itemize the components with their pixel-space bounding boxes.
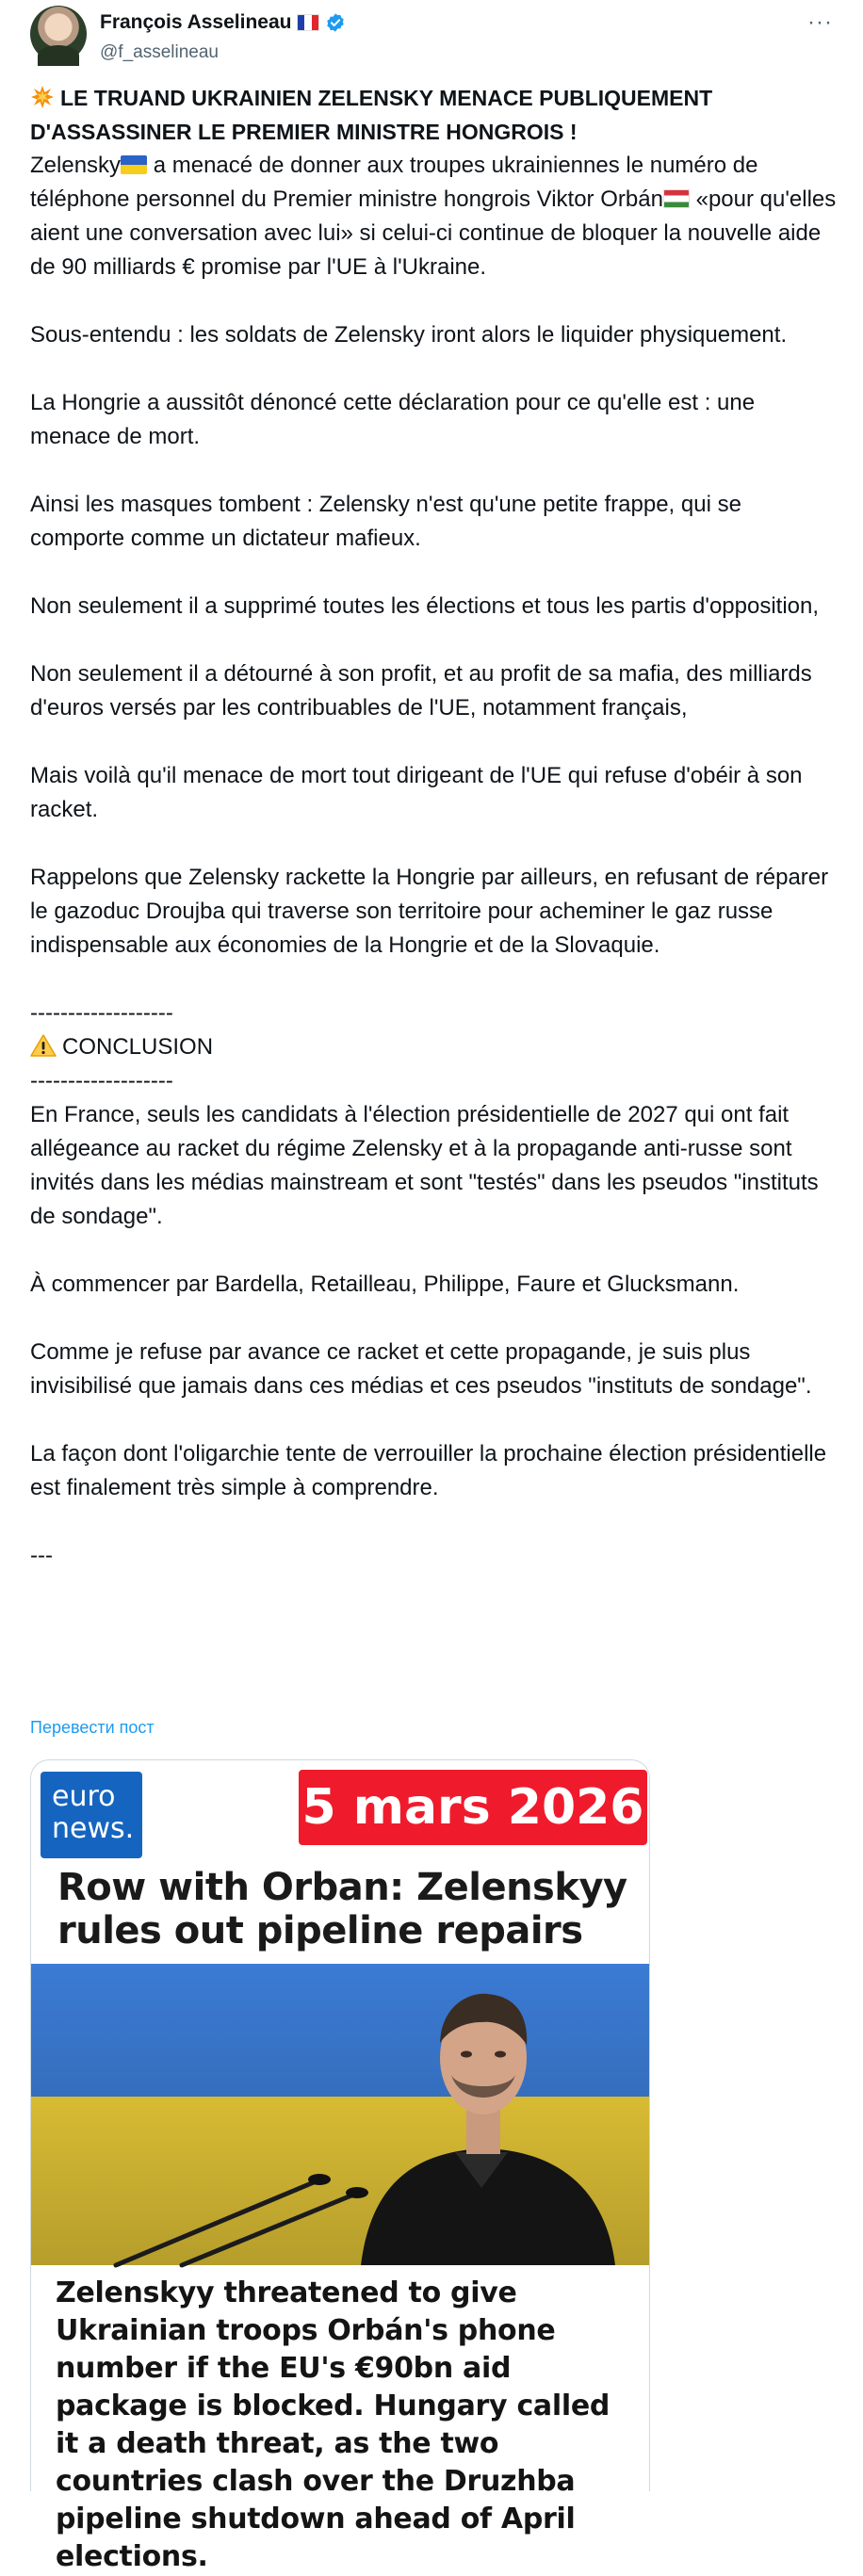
card-caption: Zelenskyy threatened to give Ukrainian troops Orbán's phone number if the EU's €90bn aid package is blocked. Hungary called it a death threat, as the two countries clash over the Druzhba pipeline shutdown ahead of April elections. xyxy=(56,2276,611,2573)
paragraph-4: Ainsi les masques tombent : Zelensky n'est qu'une petite frappe, qui se comporte comme un dictateur mafieux. xyxy=(30,492,748,551)
euronews-logo xyxy=(41,1772,142,1858)
person-at-microphone-illustration xyxy=(31,1964,649,2265)
paragraph-3: La Hongrie a aussitôt dénoncé cette déclaration pour ce qu'elle est : une menace de mort. xyxy=(30,390,761,449)
paragraph-10: À commencer par Bardella, Retailleau, Philippe, Faure et Glucksmann. xyxy=(30,1272,740,1297)
translate-post-link[interactable]: Перевести пост xyxy=(30,1718,155,1737)
paragraph-5: Non seulement il a supprimé toutes les élections et tous les partis d'opposition, xyxy=(30,593,820,619)
paragraph-11: Comme je refuse par avance ce racket et cette propagande, je suis plus invisibilisé que jamais dans ces médias et ces pseudos "instituts de sondage". xyxy=(30,1339,812,1399)
author-handle[interactable]: @f_asselineau xyxy=(100,42,219,62)
tweet-headline xyxy=(30,81,840,149)
verified-badge-icon xyxy=(325,12,346,33)
collision-emoji-icon xyxy=(30,85,55,109)
card-photo xyxy=(31,1964,649,2265)
card-headline: Row with Orban: Zelenskyy rules out pipeline repairs xyxy=(57,1866,627,1952)
author-display-name[interactable]: François Asselineau xyxy=(100,11,292,33)
warning-emoji-icon xyxy=(30,1033,57,1058)
hungary-flag-icon xyxy=(663,189,690,208)
paragraph-12: La façon dont l'oligarchie tente de verrouiller la prochaine élection présidentielle est finalement très simple à comprendre. xyxy=(30,1441,833,1500)
paragraph-8: Rappelons que Zelensky rackette la Hongrie par ailleurs, en refusant de réparer le gazoduc Droujba qui traverse son territoire pour acheminer le gaz russe indispensable aux économies de la Hongrie et de la Slovaquie. xyxy=(30,865,835,958)
paragraph-7: Mais voilà qu'il menace de mort tout dirigeant de l'UE qui refuse d'obéir à son racket. xyxy=(30,763,809,822)
end-mark: --- xyxy=(30,1543,53,1568)
paragraph-1-a: Zelensky xyxy=(30,153,122,178)
paragraph-1 xyxy=(30,149,840,284)
avatar[interactable] xyxy=(30,6,87,62)
paragraph-9: En France, seuls les candidats à l'élection présidentielle de 2027 qui ont fait allégeance au racket du régime Zelensky et à la propagande anti-russe sont invités dans les médias mainstream et sont "testés" dans les pseudos "instituts de sondage". xyxy=(30,1102,825,1229)
france-flag-icon xyxy=(297,14,319,31)
paragraph-1-c: «pour qu'elles aient une conversation avec lui» si celui-ci continue de bloquer la nouvelle aide de 90 milliards € promise par l'UE à l'Ukraine. xyxy=(30,186,842,280)
author-name-row[interactable] xyxy=(100,9,346,36)
paragraph-1-b: a menacé de donner aux troupes ukrainiennes le numéro de téléphone personnel du Premier ministre hongrois Viktor Orbán xyxy=(30,153,765,212)
ukraine-flag-icon xyxy=(121,155,147,174)
conclusion-heading xyxy=(30,1030,840,1064)
paragraph-2: Sous-entendu : les soldats de Zelensky iront alors le liquider physiquement. xyxy=(30,322,788,348)
card-top-bar xyxy=(31,1760,649,1855)
tweet-header xyxy=(30,6,840,72)
paragraph-6: Non seulement il a détourné à son profit, et au profit de sa mafia, des milliards d'euros versés par les contribuables de l'UE, notamment français, xyxy=(30,661,819,721)
headline-text: LE TRUAND UKRAINIEN ZELENSKY MENACE PUBLIQUEMENT D'ASSASSINER LE PREMIER MINISTRE HONGROIS ! xyxy=(30,86,719,144)
logo-line-2: news. xyxy=(52,1812,135,1845)
more-options-icon[interactable]: ··· xyxy=(807,9,833,35)
logo-line-1: euro xyxy=(52,1780,116,1813)
tweet-text xyxy=(30,81,840,1573)
date-banner: 5 mars 2026 xyxy=(299,1770,647,1845)
divider-bottom: ------------------- xyxy=(30,1068,173,1094)
conclusion-label: CONCLUSION xyxy=(62,1034,214,1060)
attached-image-card[interactable] xyxy=(30,1759,650,2573)
divider-top: ------------------- xyxy=(30,1000,173,1026)
